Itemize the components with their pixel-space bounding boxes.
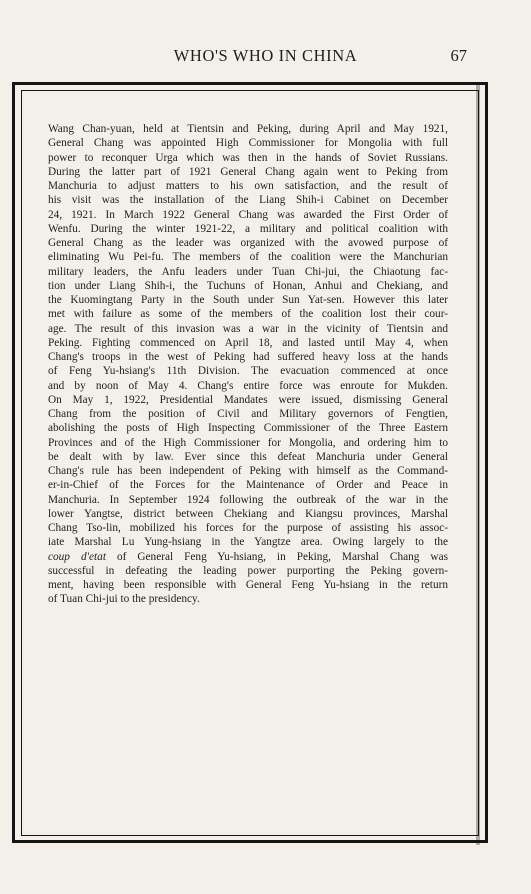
text-line: ment, having been responsible with General Feng Yu-hsiang in the return <box>48 579 448 591</box>
text-line: age. The result of this invasion was a war in the vicinity of Tientsin and <box>48 322 448 335</box>
text-line: During the latter part of 1921 General Chang again went to Peking from <box>48 165 448 178</box>
text-line: eliminating Wu Pei-fu. The members of the coalition were the Manchurian <box>48 251 448 264</box>
page-number: 67 <box>450 46 467 65</box>
text-fragment: of General Feng Yu-hsiang, in Peking, Marshal Chang was <box>105 550 448 563</box>
text-line: Manchuria. In September 1924 following the outbreak of the war in the <box>48 493 448 506</box>
text-line: military leaders, the Anfu leaders under Tuan Chi-jui, the Chiaotung fac- <box>48 265 448 278</box>
text-line: abolishing the posts of High Inspecting Commissioner of the Three Eastern <box>48 422 448 435</box>
body-paragraph <box>48 122 448 607</box>
text-line: Chang Tso-lin, mobilized his forces for the purpose of assisting his assoc- <box>48 522 448 534</box>
text-line: Chang's troops in the west of Peking had suffered heavy loss at the hands <box>48 351 448 363</box>
text-line: On May 1, 1922, Presidential Mandates were issued, dismissing General <box>48 393 448 406</box>
text-line: lower Yangtse, district between Chekiang and Kiangsu provinces, Marshal <box>48 507 448 520</box>
text-line: Wenfu. During the winter 1921-22, a military and political coalition with <box>48 222 448 235</box>
italic-phrase: coup d'etat <box>48 550 106 563</box>
text-line: Provinces and of the High Commissioner for Mongolia, and ordering him to <box>48 436 448 449</box>
text-line: tion under Liang Shih-i, the Tuchuns of Honan, Anhui and Chekiang, and <box>48 279 448 292</box>
text-line: Manchuria to adjust matters to his own satisfaction, and the result of <box>48 180 448 192</box>
text-line: of Tuan Chi-jui to the presidency. <box>48 593 200 606</box>
text-line-italic <box>48 550 448 564</box>
text-line: his visit was the installation of the Liang Shih-i Cabinet on December <box>48 194 448 207</box>
text-line: Chang's rule has been independent of Peking with himself as the Command- <box>48 465 448 477</box>
text-line: the Kuomingtang Party in the South under Sun Yat-sen. However this later <box>48 294 448 306</box>
text-line: Wang Chan-yuan, held at Tientsin and Peking, during April and May 1921, <box>48 123 448 135</box>
text-line: and by noon of May 4. Chang's entire force was enroute for Mukden. <box>48 379 448 392</box>
text-line: of Feng Yu-hsiang's 11th Division. The evacuation commenced at once <box>48 365 448 378</box>
text-line: power to reconquer Urga which was then in the hands of Soviet Russians. <box>48 151 448 164</box>
text-line: 24, 1921. In March 1922 General Chang was awarded the First Order of <box>48 208 448 221</box>
text-line: General Chang was appointed High Commissioner for Mongolia with full <box>48 137 448 150</box>
text-line: met with failure as some of the members of the coalition lost their cour- <box>48 308 448 321</box>
text-line: iate Marshal Lu Yung-hsiang in the Yangtze area. Owing largely to the <box>48 536 448 549</box>
text-line: Chang from the position of Civil and Military governors of Fengtien, <box>48 408 448 420</box>
running-title: WHO'S WHO IN CHINA <box>173 46 358 65</box>
text-line: General Chang as the leader was organized with the avowed purpose of <box>48 237 448 249</box>
text-line: be dealt with by law. Ever since this defeat Manchuria under General <box>48 450 448 463</box>
text-line: successful in defeating the leading power purporting the Peking govern- <box>48 564 448 577</box>
running-head <box>0 44 531 70</box>
text-line: Peking. Fighting commenced on April 18, and lasted until May 4, when <box>48 336 448 349</box>
text-line: er-in-Chief of the Forces for the Maintenance of Order and Peace in <box>48 479 448 492</box>
